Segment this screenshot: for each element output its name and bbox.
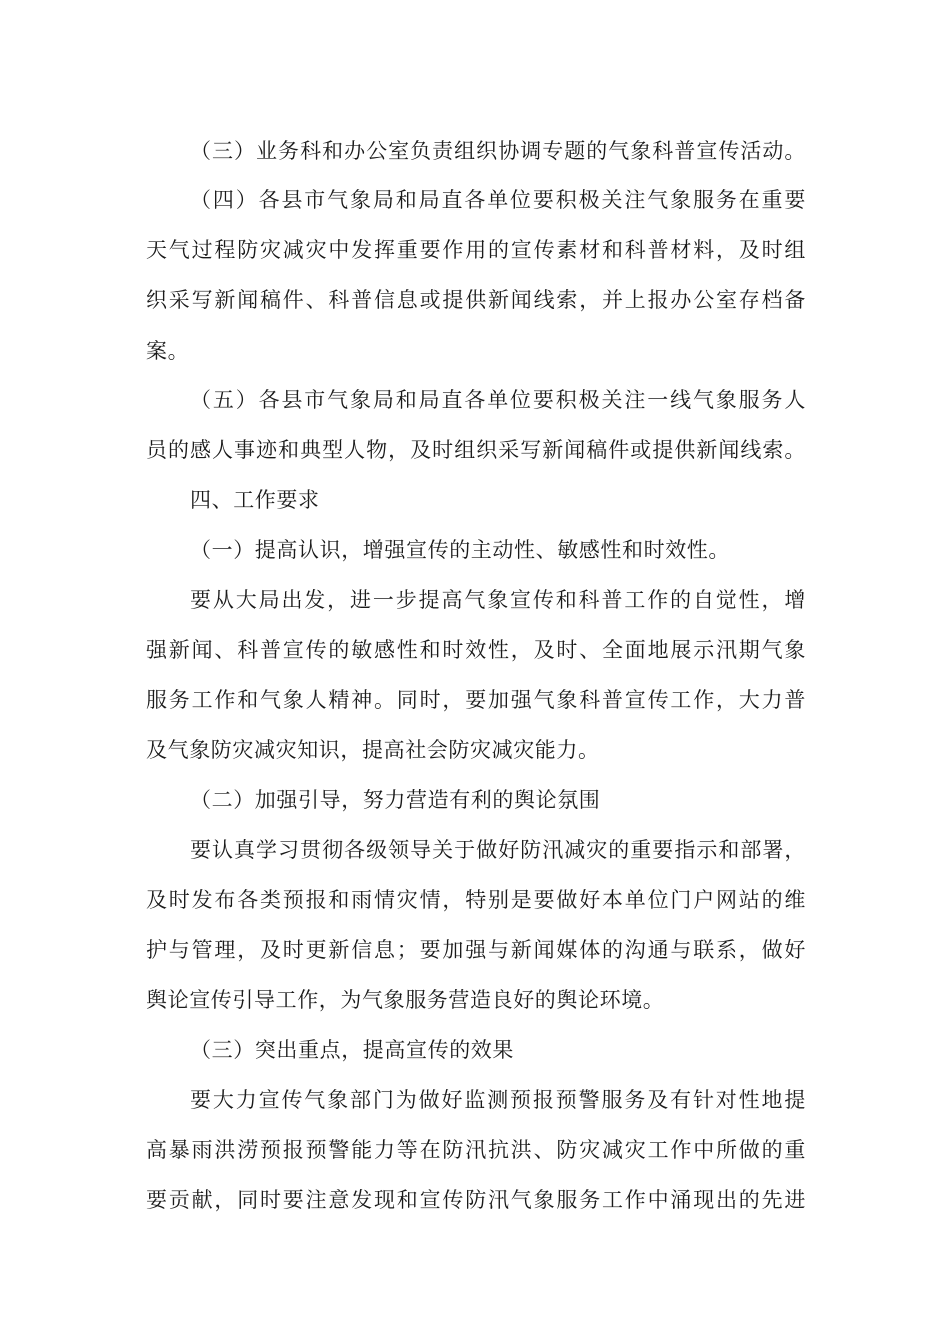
subsection-heading: （一）提高认识，增强宣传的主动性、敏感性和时效性。: [190, 538, 730, 562]
paragraph-line: 案。: [146, 339, 190, 363]
paragraph-line: （三）业务科和办公室负责组织协调专题的气象科普宣传活动。: [190, 139, 806, 163]
paragraph-line: 高暴雨洪涝预报预警能力等在防汛抗洪、防灾减灾工作中所做的重: [146, 1138, 806, 1162]
paragraph-line: 要认真学习贯彻各级领导关于做好防汛减灾的重要指示和部署，: [190, 838, 806, 862]
paragraph-line: 天气过程防灾减灾中发挥重要作用的宣传素材和科普材料，及时组: [146, 238, 806, 262]
subsection-heading: （二）加强引导，努力营造有利的舆论氛围: [190, 788, 601, 812]
paragraph-line: 要从大局出发，进一步提高气象宣传和科普工作的自觉性，增: [190, 588, 806, 612]
paragraph-line: 舆论宣传引导工作，为气象服务营造良好的舆论环境。: [146, 988, 665, 1012]
paragraph-line: 员的感人事迹和典型人物，及时组织采写新闻稿件或提供新闻线索。: [146, 438, 806, 462]
paragraph-line: 强新闻、科普宣传的敏感性和时效性，及时、全面地展示汛期气象: [146, 638, 806, 662]
paragraph-line: 要大力宣传气象部门为做好监测预报预警服务及有针对性地提: [190, 1088, 806, 1112]
paragraph-line: 织采写新闻稿件、科普信息或提供新闻线索，并上报办公室存档备: [146, 288, 806, 312]
paragraph-line: 要贡献，同时要注意发现和宣传防汛气象服务工作中涌现出的先进: [146, 1188, 806, 1212]
paragraph-line: 服务工作和气象人精神。同时，要加强气象科普宣传工作，大力普: [146, 688, 806, 712]
paragraph-line: 护与管理，及时更新信息；要加强与新闻媒体的沟通与联系，做好: [146, 938, 806, 962]
paragraph-line: （四）各县市气象局和局直各单位要积极关注气象服务在重要: [190, 188, 806, 212]
section-heading: 四、工作要求: [190, 488, 320, 512]
paragraph-line: 及时发布各类预报和雨情灾情，特别是要做好本单位门户网站的维: [146, 888, 806, 912]
paragraph-line: （五）各县市气象局和局直各单位要积极关注一线气象服务人: [190, 388, 806, 412]
subsection-heading: （三）突出重点，提高宣传的效果: [190, 1038, 514, 1062]
paragraph-line: 及气象防灾减灾知识，提高社会防灾减灾能力。: [146, 738, 600, 762]
